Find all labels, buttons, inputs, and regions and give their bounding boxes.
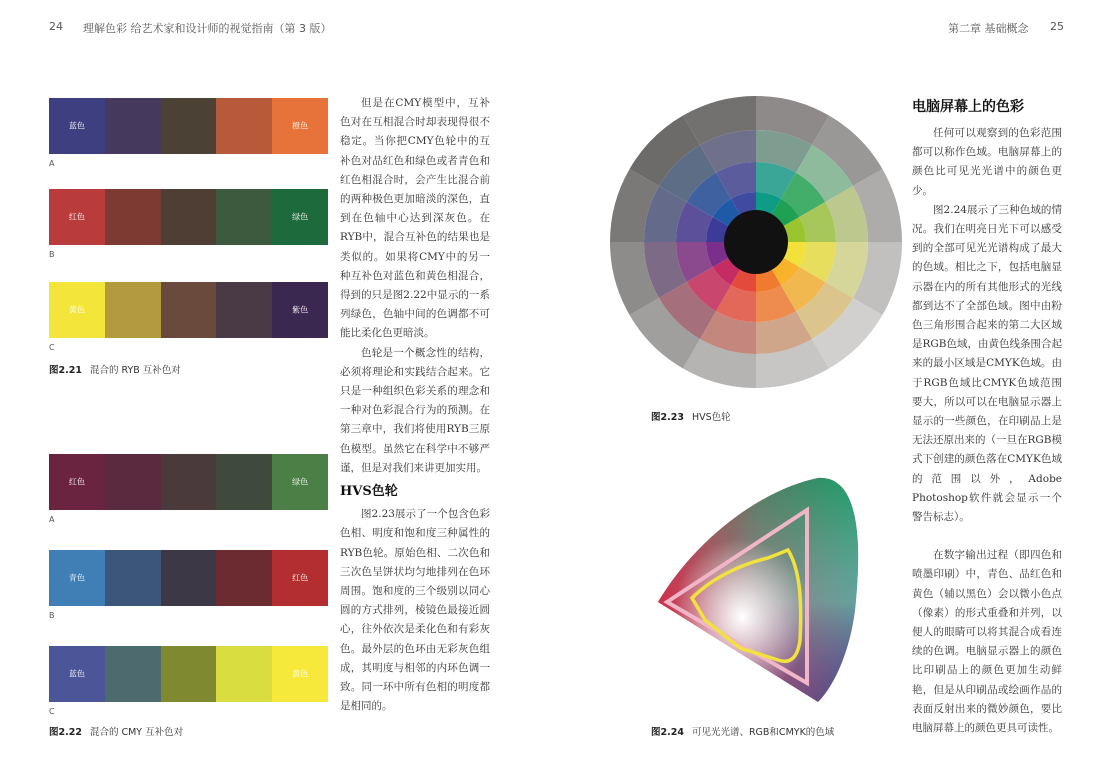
color-swatch [161,550,217,606]
color-swatch [105,98,161,154]
color-swatch [216,282,272,338]
caption-number: 图2.24 [651,727,684,738]
color-swatch [161,189,217,245]
swatch-label: 紫色 [292,305,309,315]
right-text-column [912,124,1062,738]
swatch-label: 红色 [68,477,85,487]
caption-number: 图2.21 [49,365,82,376]
color-strip-b [49,189,328,245]
color-swatch [272,282,328,338]
swatch-label: 黄色 [68,305,85,315]
color-swatch [272,98,328,154]
color-swatch [105,189,161,245]
row-label: A [49,515,55,524]
right-running-chapter: 第二章 基础概念 [948,22,1029,35]
color-strip-a [49,454,328,510]
color-swatch [49,282,105,338]
swatch-label: 黄色 [292,669,309,679]
figure-2-21-caption [49,362,181,376]
color-swatch [105,454,161,510]
row-label: B [49,250,55,259]
color-strip-a [49,98,328,154]
section-heading-screen-color: 电脑屏幕上的色彩 [912,99,1024,115]
swatch-label: 绿色 [292,477,309,487]
color-swatch [272,646,328,702]
color-swatch [49,189,105,245]
paragraph: 色轮是一个概念性的结构，必须将理论和实践结合起来。它只是一种组织色彩关系的理念和一种对色彩混合行为的预测。在第三章中，我们将使用RYB三原色模型。虽然它在科学中不够严谨，但是对我们来讲更加实用。 [340,346,490,474]
paragraph: 任何可以观察到的色彩范围都可以称作色域。电脑屏幕上的颜色比可见光光谱中的颜色更少。 [912,127,1062,197]
color-swatch [49,98,105,154]
section-heading-hvs: HVS色轮 [340,484,398,500]
caption-text: 混合的 RYB 互补色对 [89,365,181,376]
color-swatch [49,550,105,606]
paragraph: 图2.23展示了一个包含色彩色相、明度和饱和度三种属性的RYB色轮。原始色相、二次色和三次色呈饼状均匀地排列在色环周围。饱和度的三个级别以同心圆的方式排列，棱镜色最接近圆心，往外依次是柔化色和有彩灰色。最外层的色环由无彩灰色组成，其明度与相邻的内环色调一致。同一环中所有色相的明度都是相同的。 [340,508,490,713]
color-strip-b [49,550,328,606]
caption-text: HVS色轮 [691,412,731,423]
color-swatch [216,98,272,154]
caption-number: 图2.22 [49,727,82,738]
color-swatch [272,550,328,606]
row-label: C [49,707,55,716]
swatch-label: 红色 [292,573,309,583]
swatch-label: 青色 [68,573,85,583]
color-swatch [161,98,217,154]
color-swatch [216,550,272,606]
color-swatch [105,550,161,606]
color-swatch [272,454,328,510]
color-swatch [216,646,272,702]
swatch-label: 红色 [68,212,85,222]
color-swatch [161,646,217,702]
color-swatch [49,646,105,702]
color-swatch [161,454,217,510]
hvs-color-wheel [610,96,902,388]
caption-number: 图2.23 [651,412,684,423]
figure-2-24-caption [651,724,834,738]
color-swatch [272,189,328,245]
color-swatch [105,282,161,338]
color-swatch [216,454,272,510]
wheel-center [724,210,788,274]
figure-2-22-caption [49,724,183,738]
paragraph: 在数字输出过程（即四色和喷墨印刷）中，青色、品红色和黄色（辅以黑色）会以微小色点（像素）的形式重叠和并列，以便人的眼睛可以将其混合成看连续的色调。电脑显示器上的颜色比印刷品上的颜色更加生动鲜艳，但是从印刷品或绘画作品的表面反射出来的微妙颜色，要比电脑屏幕上的颜色更具可读性。 [912,549,1062,735]
paragraph: 图2.24展示了三种色域的情况。我们在明亮日光下可以感受到的全部可见光光谱构成了最大的色域。相比之下，包括电脑显示器在内的所有其他形式的光线都到达不了全部色域。图中由粉色三角形围合起来的第二大区域是RGB色域，由黄色线条围合起来的最小区域是CMYK色域。由于RGB色域比CMYK色域范围要大，所以可以在电脑显示器上显示的一些颜色，在印刷品上是无法还原出来的（一旦在RGB模式下创建的颜色落在CMYK色域的范围以外，Adobe Photoshop软件就会显示一个警告标志）。 [912,203,1063,524]
swatch-label: 绿色 [292,212,309,222]
left-running-title: 理解色彩 给艺术家和设计师的视觉指南（第 3 版） [83,22,332,35]
row-label: A [49,159,55,168]
color-strip-c [49,282,328,338]
color-swatch [216,189,272,245]
caption-text: 混合的 CMY 互补色对 [89,727,184,738]
color-swatch [105,646,161,702]
paragraph: 但是在CMY模型中，互补色对在互相混合时却表现得很不稳定。当你把CMY色轮中的互补色对品红色和绿色或者青色和红色相混合时，会产生比混合前的两种极色更加暗淡的深色，直到在色轴中心达到深灰色。在RYB中，混合互补色的结果也是类似的。如果将CMY中的另一种互补色对蓝色和黄色相混合，得到的只是图2.22中显示的一系列绿色，色轴中间的色调都不可能比柔化色更暗淡。 [340,97,490,340]
right-page-number: 25 [1050,20,1064,33]
swatch-label: 蓝色 [68,121,85,131]
caption-text: 可见光光谱、RGB和CMYK的色域 [691,727,835,738]
row-label: B [49,611,55,620]
row-label: C [49,343,55,352]
left-page-number: 24 [49,20,63,33]
left-text-column [340,94,490,717]
figure-2-23-caption [651,409,731,423]
swatch-label: 橙色 [292,121,309,131]
color-strip-c [49,646,328,702]
color-swatch [161,282,217,338]
swatch-label: 蓝色 [68,669,85,679]
gamut-diagram [650,470,865,710]
color-swatch [49,454,105,510]
